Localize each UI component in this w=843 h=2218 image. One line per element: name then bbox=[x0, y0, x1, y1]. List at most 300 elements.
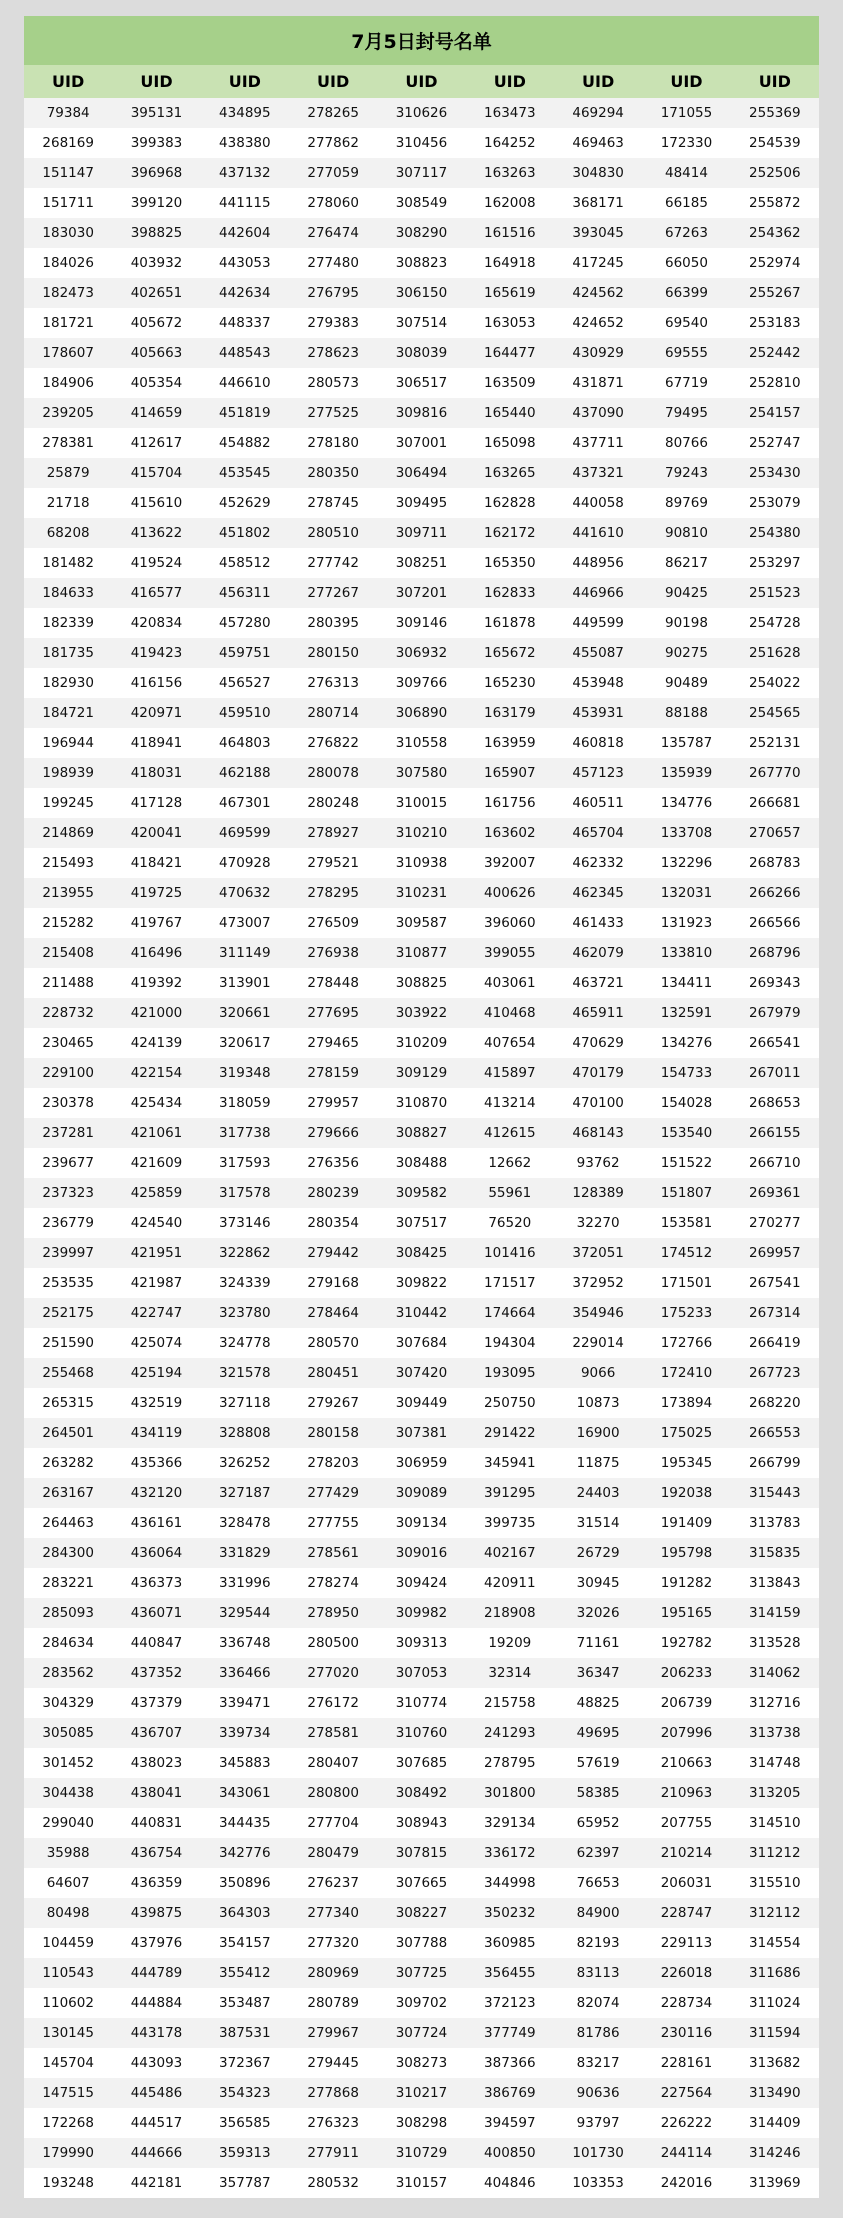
uid-cell: 307381 bbox=[377, 1418, 465, 1448]
uid-cell: 11875 bbox=[554, 1448, 642, 1478]
uid-cell: 195345 bbox=[642, 1448, 730, 1478]
uid-cell: 252747 bbox=[731, 428, 819, 458]
uid-cell: 467301 bbox=[201, 788, 289, 818]
table-row bbox=[24, 1298, 819, 1328]
uid-cell: 254380 bbox=[731, 518, 819, 548]
uid-cell: 339471 bbox=[201, 1688, 289, 1718]
uid-cell: 416496 bbox=[112, 938, 200, 968]
uid-cell: 309134 bbox=[377, 1508, 465, 1538]
uid-cell: 343061 bbox=[201, 1778, 289, 1808]
uid-cell: 454882 bbox=[201, 428, 289, 458]
uid-cell: 415704 bbox=[112, 458, 200, 488]
uid-cell: 252442 bbox=[731, 338, 819, 368]
uid-cell: 210963 bbox=[642, 1778, 730, 1808]
uid-cell: 16900 bbox=[554, 1418, 642, 1448]
uid-cell: 326252 bbox=[201, 1448, 289, 1478]
uid-cell: 279957 bbox=[289, 1088, 377, 1118]
uid-cell: 309129 bbox=[377, 1058, 465, 1088]
uid-cell: 19209 bbox=[466, 1628, 554, 1658]
table-row bbox=[24, 1538, 819, 1568]
table-row bbox=[24, 938, 819, 968]
uid-cell: 280800 bbox=[289, 1778, 377, 1808]
uid-cell: 101416 bbox=[466, 1238, 554, 1268]
table-row bbox=[24, 308, 819, 338]
uid-cell: 339734 bbox=[201, 1718, 289, 1748]
uid-cell: 402167 bbox=[466, 1538, 554, 1568]
uid-cell: 315443 bbox=[731, 1478, 819, 1508]
uid-cell: 310729 bbox=[377, 2138, 465, 2168]
uid-cell: 210214 bbox=[642, 1838, 730, 1868]
uid-cell: 151711 bbox=[24, 188, 112, 218]
table-row bbox=[24, 2138, 819, 2168]
uid-cell: 416156 bbox=[112, 668, 200, 698]
uid-cell: 251523 bbox=[731, 578, 819, 608]
uid-cell: 264501 bbox=[24, 1418, 112, 1448]
uid-cell: 101730 bbox=[554, 2138, 642, 2168]
column-header: UID bbox=[642, 65, 730, 98]
uid-cell: 314246 bbox=[731, 2138, 819, 2168]
uid-cell: 228747 bbox=[642, 1898, 730, 1928]
uid-cell: 151807 bbox=[642, 1178, 730, 1208]
uid-cell: 420911 bbox=[466, 1568, 554, 1598]
uid-cell: 307815 bbox=[377, 1838, 465, 1868]
uid-cell: 279666 bbox=[289, 1118, 377, 1148]
uid-cell: 372367 bbox=[201, 2048, 289, 2078]
uid-cell: 425194 bbox=[112, 1358, 200, 1388]
uid-cell: 456311 bbox=[201, 578, 289, 608]
uid-cell: 66399 bbox=[642, 278, 730, 308]
uid-cell: 165230 bbox=[466, 668, 554, 698]
uid-cell: 309495 bbox=[377, 488, 465, 518]
uid-cell: 437352 bbox=[112, 1658, 200, 1688]
table-row bbox=[24, 428, 819, 458]
uid-cell: 181482 bbox=[24, 548, 112, 578]
uid-cell: 462188 bbox=[201, 758, 289, 788]
uid-cell: 307580 bbox=[377, 758, 465, 788]
uid-cell: 328808 bbox=[201, 1418, 289, 1448]
uid-cell: 403932 bbox=[112, 248, 200, 278]
uid-cell: 313682 bbox=[731, 2048, 819, 2078]
uid-cell: 206031 bbox=[642, 1868, 730, 1898]
uid-cell: 324339 bbox=[201, 1268, 289, 1298]
uid-cell: 276938 bbox=[289, 938, 377, 968]
uid-cell: 165672 bbox=[466, 638, 554, 668]
uid-cell: 83217 bbox=[554, 2048, 642, 2078]
uid-cell: 469294 bbox=[554, 98, 642, 128]
uid-cell: 425434 bbox=[112, 1088, 200, 1118]
uid-cell: 135787 bbox=[642, 728, 730, 758]
uid-cell: 265315 bbox=[24, 1388, 112, 1418]
uid-cell: 237323 bbox=[24, 1178, 112, 1208]
uid-cell: 446966 bbox=[554, 578, 642, 608]
uid-cell: 328478 bbox=[201, 1508, 289, 1538]
uid-cell: 198939 bbox=[24, 758, 112, 788]
uid-cell: 372952 bbox=[554, 1268, 642, 1298]
uid-cell: 277695 bbox=[289, 998, 377, 1028]
uid-cell: 318059 bbox=[201, 1088, 289, 1118]
uid-cell: 307517 bbox=[377, 1208, 465, 1238]
uid-cell: 307201 bbox=[377, 578, 465, 608]
uid-cell: 309711 bbox=[377, 518, 465, 548]
uid-cell: 344435 bbox=[201, 1808, 289, 1838]
uid-cell: 266419 bbox=[731, 1328, 819, 1358]
ban-list-sheet bbox=[24, 16, 819, 2198]
uid-cell: 280479 bbox=[289, 1838, 377, 1868]
uid-cell: 327118 bbox=[201, 1388, 289, 1418]
uid-cell: 438023 bbox=[112, 1748, 200, 1778]
table-row bbox=[24, 878, 819, 908]
table-row bbox=[24, 338, 819, 368]
uid-cell: 181735 bbox=[24, 638, 112, 668]
uid-cell: 90489 bbox=[642, 668, 730, 698]
uid-cell: 470928 bbox=[201, 848, 289, 878]
uid-cell: 439875 bbox=[112, 1898, 200, 1928]
uid-cell: 103353 bbox=[554, 2168, 642, 2198]
uid-cell: 280789 bbox=[289, 1988, 377, 2018]
table-row bbox=[24, 158, 819, 188]
uid-cell: 193248 bbox=[24, 2168, 112, 2198]
uid-cell: 304830 bbox=[554, 158, 642, 188]
uid-cell: 226222 bbox=[642, 2108, 730, 2138]
uid-cell: 228734 bbox=[642, 1988, 730, 2018]
uid-cell: 239205 bbox=[24, 398, 112, 428]
uid-cell: 310877 bbox=[377, 938, 465, 968]
uid-cell: 64607 bbox=[24, 1868, 112, 1898]
uid-cell: 277320 bbox=[289, 1928, 377, 1958]
uid-cell: 110602 bbox=[24, 1988, 112, 2018]
uid-cell: 458512 bbox=[201, 548, 289, 578]
uid-cell: 227564 bbox=[642, 2078, 730, 2108]
uid-cell: 184026 bbox=[24, 248, 112, 278]
uid-cell: 163265 bbox=[466, 458, 554, 488]
table-row bbox=[24, 368, 819, 398]
column-header: UID bbox=[466, 65, 554, 98]
uid-cell: 145704 bbox=[24, 2048, 112, 2078]
uid-cell: 226018 bbox=[642, 1958, 730, 1988]
uid-cell: 327187 bbox=[201, 1478, 289, 1508]
uid-cell: 171501 bbox=[642, 1268, 730, 1298]
uid-cell: 67263 bbox=[642, 218, 730, 248]
uid-cell: 462345 bbox=[554, 878, 642, 908]
uid-cell: 228732 bbox=[24, 998, 112, 1028]
uid-cell: 455087 bbox=[554, 638, 642, 668]
uid-cell: 79243 bbox=[642, 458, 730, 488]
uid-cell: 268169 bbox=[24, 128, 112, 158]
table-row bbox=[24, 248, 819, 278]
uid-cell: 342776 bbox=[201, 1838, 289, 1868]
uid-cell: 66050 bbox=[642, 248, 730, 278]
uid-cell: 309089 bbox=[377, 1478, 465, 1508]
uid-cell: 320617 bbox=[201, 1028, 289, 1058]
uid-cell: 253430 bbox=[731, 458, 819, 488]
uid-cell: 283562 bbox=[24, 1658, 112, 1688]
uid-cell: 307685 bbox=[377, 1748, 465, 1778]
uid-cell: 453948 bbox=[554, 668, 642, 698]
uid-cell: 278274 bbox=[289, 1568, 377, 1598]
uid-cell: 457280 bbox=[201, 608, 289, 638]
uid-cell: 161756 bbox=[466, 788, 554, 818]
uid-cell: 329544 bbox=[201, 1598, 289, 1628]
uid-cell: 436359 bbox=[112, 1868, 200, 1898]
uid-cell: 314748 bbox=[731, 1748, 819, 1778]
table-row bbox=[24, 1328, 819, 1358]
uid-cell: 465911 bbox=[554, 998, 642, 1028]
uid-cell: 444789 bbox=[112, 1958, 200, 1988]
uid-cell: 319348 bbox=[201, 1058, 289, 1088]
uid-cell: 182339 bbox=[24, 608, 112, 638]
uid-cell: 242016 bbox=[642, 2168, 730, 2198]
uid-cell: 266541 bbox=[731, 1028, 819, 1058]
uid-cell: 254539 bbox=[731, 128, 819, 158]
uid-cell: 279465 bbox=[289, 1028, 377, 1058]
uid-cell: 394597 bbox=[466, 2108, 554, 2138]
uid-cell: 174512 bbox=[642, 1238, 730, 1268]
uid-cell: 276237 bbox=[289, 1868, 377, 1898]
uid-cell: 163602 bbox=[466, 818, 554, 848]
uid-cell: 412617 bbox=[112, 428, 200, 458]
uid-cell: 194304 bbox=[466, 1328, 554, 1358]
uid-cell: 442634 bbox=[201, 278, 289, 308]
uid-cell: 173894 bbox=[642, 1388, 730, 1418]
uid-cell: 420971 bbox=[112, 698, 200, 728]
uid-cell: 278265 bbox=[289, 98, 377, 128]
uid-cell: 214869 bbox=[24, 818, 112, 848]
uid-cell: 130145 bbox=[24, 2018, 112, 2048]
uid-cell: 368171 bbox=[554, 188, 642, 218]
uid-cell: 307514 bbox=[377, 308, 465, 338]
uid-cell: 280078 bbox=[289, 758, 377, 788]
uid-cell: 252506 bbox=[731, 158, 819, 188]
table-row bbox=[24, 1268, 819, 1298]
column-header: UID bbox=[201, 65, 289, 98]
uid-cell: 350232 bbox=[466, 1898, 554, 1928]
uid-cell: 413214 bbox=[466, 1088, 554, 1118]
uid-cell: 451819 bbox=[201, 398, 289, 428]
uid-cell: 307724 bbox=[377, 2018, 465, 2048]
uid-cell: 276822 bbox=[289, 728, 377, 758]
uid-cell: 280239 bbox=[289, 1178, 377, 1208]
uid-cell: 154733 bbox=[642, 1058, 730, 1088]
uid-cell: 304329 bbox=[24, 1688, 112, 1718]
uid-cell: 422747 bbox=[112, 1298, 200, 1328]
uid-cell: 88188 bbox=[642, 698, 730, 728]
uid-cell: 313969 bbox=[731, 2168, 819, 2198]
uid-cell: 417128 bbox=[112, 788, 200, 818]
uid-cell: 419767 bbox=[112, 908, 200, 938]
uid-cell: 279442 bbox=[289, 1238, 377, 1268]
uid-cell: 418941 bbox=[112, 728, 200, 758]
uid-cell: 270277 bbox=[731, 1208, 819, 1238]
uid-cell: 307117 bbox=[377, 158, 465, 188]
uid-cell: 132591 bbox=[642, 998, 730, 1028]
column-header: UID bbox=[24, 65, 112, 98]
uid-cell: 266266 bbox=[731, 878, 819, 908]
uid-cell: 309982 bbox=[377, 1598, 465, 1628]
uid-cell: 80498 bbox=[24, 1898, 112, 1928]
uid-cell: 163053 bbox=[466, 308, 554, 338]
uid-cell: 252974 bbox=[731, 248, 819, 278]
uid-cell: 229100 bbox=[24, 1058, 112, 1088]
uid-cell: 425859 bbox=[112, 1178, 200, 1208]
uid-cell: 355412 bbox=[201, 1958, 289, 1988]
uid-cell: 399735 bbox=[466, 1508, 554, 1538]
uid-cell: 58385 bbox=[554, 1778, 642, 1808]
uid-cell: 314159 bbox=[731, 1598, 819, 1628]
uid-cell: 280150 bbox=[289, 638, 377, 668]
uid-cell: 153540 bbox=[642, 1118, 730, 1148]
uid-cell: 309016 bbox=[377, 1538, 465, 1568]
uid-cell: 436754 bbox=[112, 1838, 200, 1868]
uid-cell: 309424 bbox=[377, 1568, 465, 1598]
uid-cell: 239997 bbox=[24, 1238, 112, 1268]
table-row bbox=[24, 1208, 819, 1238]
uid-cell: 279383 bbox=[289, 308, 377, 338]
uid-cell: 308549 bbox=[377, 188, 465, 218]
uid-cell: 30945 bbox=[554, 1568, 642, 1598]
uid-cell: 309449 bbox=[377, 1388, 465, 1418]
uid-cell: 163263 bbox=[466, 158, 554, 188]
uid-cell: 421000 bbox=[112, 998, 200, 1028]
uid-cell: 308425 bbox=[377, 1238, 465, 1268]
uid-cell: 451802 bbox=[201, 518, 289, 548]
uid-cell: 12662 bbox=[466, 1148, 554, 1178]
uid-cell: 182930 bbox=[24, 668, 112, 698]
uid-cell: 324778 bbox=[201, 1328, 289, 1358]
uid-cell: 306959 bbox=[377, 1448, 465, 1478]
uid-cell: 215408 bbox=[24, 938, 112, 968]
uid-cell: 308227 bbox=[377, 1898, 465, 1928]
uid-cell: 285093 bbox=[24, 1598, 112, 1628]
uid-cell: 308492 bbox=[377, 1778, 465, 1808]
uid-cell: 193095 bbox=[466, 1358, 554, 1388]
uid-cell: 407654 bbox=[466, 1028, 554, 1058]
uid-cell: 31514 bbox=[554, 1508, 642, 1538]
uid-cell: 284634 bbox=[24, 1628, 112, 1658]
uid-cell: 162172 bbox=[466, 518, 554, 548]
uid-cell: 317738 bbox=[201, 1118, 289, 1148]
uid-cell: 268653 bbox=[731, 1088, 819, 1118]
uid-cell: 255872 bbox=[731, 188, 819, 218]
uid-cell: 405663 bbox=[112, 338, 200, 368]
uid-cell: 356585 bbox=[201, 2108, 289, 2138]
uid-cell: 132031 bbox=[642, 878, 730, 908]
uid-cell: 469599 bbox=[201, 818, 289, 848]
uid-cell: 172766 bbox=[642, 1328, 730, 1358]
uid-cell: 266710 bbox=[731, 1148, 819, 1178]
uid-cell: 66185 bbox=[642, 188, 730, 218]
uid-cell: 84900 bbox=[554, 1898, 642, 1928]
uid-cell: 254728 bbox=[731, 608, 819, 638]
uid-cell: 437132 bbox=[201, 158, 289, 188]
uid-cell: 421951 bbox=[112, 1238, 200, 1268]
table-row bbox=[24, 2108, 819, 2138]
uid-cell: 207755 bbox=[642, 1808, 730, 1838]
uid-cell: 162833 bbox=[466, 578, 554, 608]
uid-cell: 277020 bbox=[289, 1658, 377, 1688]
uid-cell: 267723 bbox=[731, 1358, 819, 1388]
uid-cell: 465704 bbox=[554, 818, 642, 848]
uid-cell: 174664 bbox=[466, 1298, 554, 1328]
uid-cell: 440847 bbox=[112, 1628, 200, 1658]
uid-cell: 36347 bbox=[554, 1658, 642, 1688]
uid-cell: 313490 bbox=[731, 2078, 819, 2108]
uid-cell: 377749 bbox=[466, 2018, 554, 2048]
uid-cell: 104459 bbox=[24, 1928, 112, 1958]
uid-cell: 253183 bbox=[731, 308, 819, 338]
uid-cell: 269361 bbox=[731, 1178, 819, 1208]
uid-cell: 310938 bbox=[377, 848, 465, 878]
uid-cell: 372123 bbox=[466, 1988, 554, 2018]
table-row bbox=[24, 2078, 819, 2108]
uid-cell: 305085 bbox=[24, 1718, 112, 1748]
uid-cell: 432519 bbox=[112, 1388, 200, 1418]
table-row bbox=[24, 128, 819, 158]
uid-cell: 278581 bbox=[289, 1718, 377, 1748]
uid-cell: 215758 bbox=[466, 1688, 554, 1718]
uid-cell: 309766 bbox=[377, 668, 465, 698]
uid-cell: 307788 bbox=[377, 1928, 465, 1958]
table-row bbox=[24, 668, 819, 698]
uid-cell: 215493 bbox=[24, 848, 112, 878]
uid-cell: 444666 bbox=[112, 2138, 200, 2168]
uid-cell: 323780 bbox=[201, 1298, 289, 1328]
uid-cell: 252175 bbox=[24, 1298, 112, 1328]
uid-cell: 314409 bbox=[731, 2108, 819, 2138]
column-header: UID bbox=[554, 65, 642, 98]
uid-cell: 360985 bbox=[466, 1928, 554, 1958]
uid-cell: 299040 bbox=[24, 1808, 112, 1838]
uid-cell: 308827 bbox=[377, 1118, 465, 1148]
uid-cell: 437090 bbox=[554, 398, 642, 428]
uid-cell: 82074 bbox=[554, 1988, 642, 2018]
uid-cell: 419725 bbox=[112, 878, 200, 908]
uid-cell: 306150 bbox=[377, 278, 465, 308]
uid-cell: 32314 bbox=[466, 1658, 554, 1688]
uid-cell: 164252 bbox=[466, 128, 554, 158]
uid-cell: 172410 bbox=[642, 1358, 730, 1388]
uid-cell: 267011 bbox=[731, 1058, 819, 1088]
table-row bbox=[24, 1028, 819, 1058]
uid-cell: 276172 bbox=[289, 1688, 377, 1718]
table-row bbox=[24, 1058, 819, 1088]
uid-cell: 437321 bbox=[554, 458, 642, 488]
uid-cell: 311212 bbox=[731, 1838, 819, 1868]
uid-cell: 163959 bbox=[466, 728, 554, 758]
table-row bbox=[24, 1688, 819, 1718]
uid-cell: 278561 bbox=[289, 1538, 377, 1568]
uid-cell: 268783 bbox=[731, 848, 819, 878]
table-row bbox=[24, 1598, 819, 1628]
table-row bbox=[24, 728, 819, 758]
uid-cell: 135939 bbox=[642, 758, 730, 788]
uid-cell: 434895 bbox=[201, 98, 289, 128]
uid-cell: 69555 bbox=[642, 338, 730, 368]
table-row bbox=[24, 1418, 819, 1448]
uid-cell: 133708 bbox=[642, 818, 730, 848]
uid-cell: 312112 bbox=[731, 1898, 819, 1928]
uid-cell: 277868 bbox=[289, 2078, 377, 2108]
uid-cell: 441610 bbox=[554, 518, 642, 548]
table-row bbox=[24, 548, 819, 578]
uid-cell: 443053 bbox=[201, 248, 289, 278]
uid-cell: 460818 bbox=[554, 728, 642, 758]
uid-cell: 195165 bbox=[642, 1598, 730, 1628]
uid-cell: 163473 bbox=[466, 98, 554, 128]
uid-cell: 314554 bbox=[731, 1928, 819, 1958]
uid-cell: 254157 bbox=[731, 398, 819, 428]
uid-cell: 277429 bbox=[289, 1478, 377, 1508]
uid-cell: 308943 bbox=[377, 1808, 465, 1838]
